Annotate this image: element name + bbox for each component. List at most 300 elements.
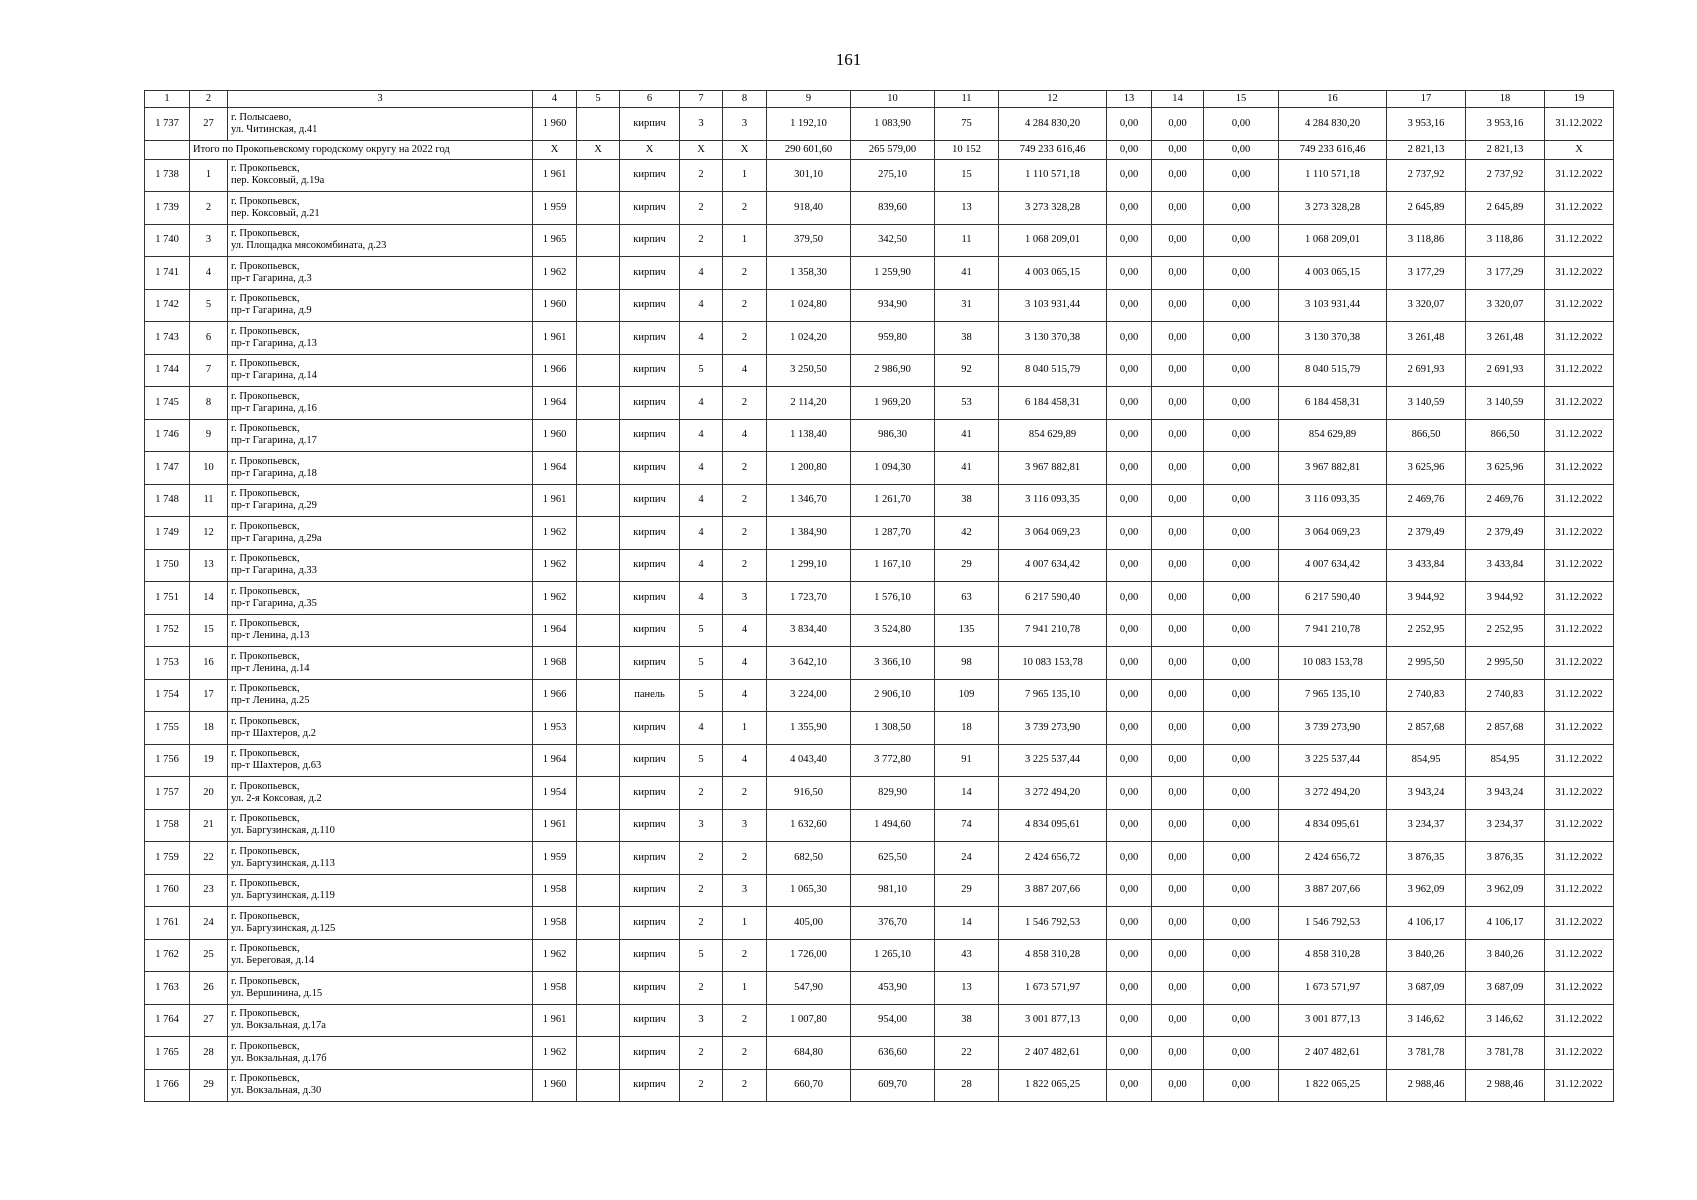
table-cell: 3 103 931,44: [1279, 289, 1387, 322]
table-cell: 2: [723, 192, 767, 225]
table-cell: 0,00: [1152, 192, 1204, 225]
table-cell: 24: [190, 907, 228, 940]
table-cell: 0,00: [1204, 1069, 1279, 1102]
table-cell: 3 887 207,66: [999, 874, 1107, 907]
table-cell: 7 941 210,78: [1279, 614, 1387, 647]
table-cell: кирпич: [620, 842, 680, 875]
table-cell: 0,00: [1204, 192, 1279, 225]
table-cell: 0,00: [1107, 1037, 1152, 1070]
table-cell: 14: [190, 582, 228, 615]
table-cell: г. Прокопьевск, пер. Коксовый, д.21: [228, 192, 533, 225]
table-cell: 0,00: [1152, 387, 1204, 420]
table-cell: 1 962: [533, 517, 577, 550]
table-row: [145, 939, 1614, 972]
table-cell: 4: [723, 679, 767, 712]
table-cell: 2 379,49: [1387, 517, 1466, 550]
table-cell: 4 284 830,20: [999, 108, 1107, 141]
table-cell: [577, 1069, 620, 1102]
table-cell: 0,00: [1107, 257, 1152, 290]
table-cell: 3: [723, 874, 767, 907]
table-cell: 636,60: [851, 1037, 935, 1070]
table-cell: 31.12.2022: [1545, 907, 1614, 940]
table-cell: 5: [680, 647, 723, 680]
table-cell: 0,00: [1152, 809, 1204, 842]
table-cell: 2 645,89: [1466, 192, 1545, 225]
table-cell: 2: [680, 159, 723, 192]
table-cell: 31.12.2022: [1545, 517, 1614, 550]
table-cell: [577, 777, 620, 810]
table-cell: 3 524,80: [851, 614, 935, 647]
table-cell: 31.12.2022: [1545, 549, 1614, 582]
table-cell: 1 958: [533, 874, 577, 907]
table-cell: 0,00: [1152, 842, 1204, 875]
table-cell: г. Прокопьевск, ул. Площадка мясокомбината, д.23: [228, 224, 533, 257]
table-cell: 1 726,00: [767, 939, 851, 972]
table-cell: 609,70: [851, 1069, 935, 1102]
table-cell: 3 781,78: [1387, 1037, 1466, 1070]
table-cell: 9: [767, 91, 851, 108]
table-cell: 1 261,70: [851, 484, 935, 517]
table-cell: 0,00: [1152, 972, 1204, 1005]
table-cell: 3: [723, 582, 767, 615]
table-cell: 1 966: [533, 679, 577, 712]
table-cell: 31.12.2022: [1545, 484, 1614, 517]
table-cell: 0,00: [1204, 614, 1279, 647]
table-cell: 26: [190, 972, 228, 1005]
table-cell: 14: [935, 907, 999, 940]
table-cell: 0,00: [1152, 354, 1204, 387]
table-cell: 2 469,76: [1387, 484, 1466, 517]
table-cell: 3 234,37: [1466, 809, 1545, 842]
table-cell: 14: [935, 777, 999, 810]
table-cell: кирпич: [620, 1004, 680, 1037]
table-cell: 1 958: [533, 907, 577, 940]
table-cell: 0,00: [1204, 712, 1279, 745]
table-cell: г. Прокопьевск, пр-т Гагарина, д.35: [228, 582, 533, 615]
table-cell: г. Прокопьевск, ул. Вершинина, д.15: [228, 972, 533, 1005]
table-cell: 3: [190, 224, 228, 257]
table-cell: 2 407 482,61: [1279, 1037, 1387, 1070]
table-cell: 17: [190, 679, 228, 712]
table-cell: г. Прокопьевск, пр-т Гагарина, д.29: [228, 484, 533, 517]
total-row: [145, 140, 1614, 159]
table-cell: 1 968: [533, 647, 577, 680]
table-cell: 0,00: [1204, 257, 1279, 290]
table-cell: г. Прокопьевск, ул. Вокзальная, д.30: [228, 1069, 533, 1102]
table-cell: кирпич: [620, 1069, 680, 1102]
table-cell: 0,00: [1204, 322, 1279, 355]
table-cell: 6: [190, 322, 228, 355]
table-cell: 2: [723, 452, 767, 485]
table-cell: 2 906,10: [851, 679, 935, 712]
table-cell: 31.12.2022: [1545, 647, 1614, 680]
table-cell: 1 962: [533, 1037, 577, 1070]
table-cell: 1 746: [145, 419, 190, 452]
table-cell: 2 857,68: [1387, 712, 1466, 745]
table-cell: 10: [190, 452, 228, 485]
table-cell: 2: [680, 907, 723, 940]
table-cell: 0,00: [1152, 744, 1204, 777]
table-cell: [577, 192, 620, 225]
total-label: Итого по Прокопьевскому городскому округу на 2022 год: [190, 140, 533, 159]
table-cell: 31: [935, 289, 999, 322]
table-cell: 11: [935, 91, 999, 108]
table-cell: 4: [680, 712, 723, 745]
table-cell: 2: [680, 874, 723, 907]
table-cell: 3 642,10: [767, 647, 851, 680]
table-cell: 19: [190, 744, 228, 777]
table-cell: 3 140,59: [1387, 387, 1466, 420]
table-cell: 3 953,16: [1387, 108, 1466, 141]
table-cell: 4 007 634,42: [1279, 549, 1387, 582]
table-cell: [577, 517, 620, 550]
table-cell: 1 764: [145, 1004, 190, 1037]
table-cell: 1 743: [145, 322, 190, 355]
table-cell: 4 106,17: [1387, 907, 1466, 940]
table-cell: 7: [680, 91, 723, 108]
table-cell: 27: [190, 108, 228, 141]
table-cell: 4 834 095,61: [1279, 809, 1387, 842]
table-cell: 4 106,17: [1466, 907, 1545, 940]
table-cell: [577, 419, 620, 452]
table-cell: 19: [1545, 91, 1614, 108]
table-cell: 0,00: [1107, 842, 1152, 875]
table-cell: 2 821,13: [1466, 140, 1545, 159]
table-cell: кирпич: [620, 289, 680, 322]
table-cell: 1 287,70: [851, 517, 935, 550]
table-cell: 31.12.2022: [1545, 712, 1614, 745]
table-cell: 0,00: [1204, 1037, 1279, 1070]
column-number-row: [145, 91, 1614, 108]
table-cell: 2: [723, 1037, 767, 1070]
table-cell: кирпич: [620, 907, 680, 940]
table-cell: 1 138,40: [767, 419, 851, 452]
table-cell: 5: [680, 679, 723, 712]
table-cell: 1 964: [533, 452, 577, 485]
table-cell: 1: [723, 224, 767, 257]
table-cell: кирпич: [620, 387, 680, 420]
table-cell: 3 224,00: [767, 679, 851, 712]
table-cell: [577, 159, 620, 192]
table-cell: 1 632,60: [767, 809, 851, 842]
table-cell: 7 965 135,10: [999, 679, 1107, 712]
table-cell: 2: [680, 777, 723, 810]
table-cell: 0,00: [1107, 874, 1152, 907]
table-cell: 3 433,84: [1466, 549, 1545, 582]
table-cell: 8: [723, 91, 767, 108]
table-cell: 866,50: [1387, 419, 1466, 452]
table-cell: [577, 1004, 620, 1037]
table-cell: 0,00: [1152, 614, 1204, 647]
table-row: [145, 224, 1614, 257]
table-cell: 5: [190, 289, 228, 322]
table-cell: 2: [680, 224, 723, 257]
table-cell: 1 754: [145, 679, 190, 712]
table-cell: 13: [935, 192, 999, 225]
table-cell: 1: [145, 91, 190, 108]
table-cell: 4 834 095,61: [999, 809, 1107, 842]
table-cell: 8 040 515,79: [1279, 354, 1387, 387]
table-cell: 4: [680, 322, 723, 355]
table-cell: г. Прокопьевск, ул. 2-я Коксовая, д.2: [228, 777, 533, 810]
table-row: [145, 679, 1614, 712]
table-cell: 6 217 590,40: [999, 582, 1107, 615]
table-cell: 1 546 792,53: [1279, 907, 1387, 940]
table-cell: 290 601,60: [767, 140, 851, 159]
table-cell: 0,00: [1152, 108, 1204, 141]
table-cell: 1 110 571,18: [999, 159, 1107, 192]
table-cell: 0,00: [1204, 517, 1279, 550]
table-cell: 14: [1152, 91, 1204, 108]
table-cell: 0,00: [1152, 484, 1204, 517]
table-cell: 11: [190, 484, 228, 517]
page-number: 161: [835, 50, 862, 69]
table-cell: 0,00: [1107, 744, 1152, 777]
table-cell: 1: [723, 972, 767, 1005]
table-cell: 3 225 537,44: [1279, 744, 1387, 777]
table-cell: 31.12.2022: [1545, 874, 1614, 907]
table-cell: 3 146,62: [1466, 1004, 1545, 1037]
table-body: [145, 91, 1614, 1102]
table-row: [145, 647, 1614, 680]
table-row: [145, 614, 1614, 647]
table-cell: 16: [190, 647, 228, 680]
table-cell: 1 748: [145, 484, 190, 517]
table-cell: 3 118,86: [1466, 224, 1545, 257]
table-cell: 0,00: [1204, 549, 1279, 582]
table-cell: [577, 679, 620, 712]
table-cell: 0,00: [1152, 1037, 1204, 1070]
table-cell: 0,00: [1152, 257, 1204, 290]
table-cell: 3 001 877,13: [1279, 1004, 1387, 1037]
table-cell: 0,00: [1204, 777, 1279, 810]
table-cell: 3 064 069,23: [999, 517, 1107, 550]
table-cell: 3 225 537,44: [999, 744, 1107, 777]
table-cell: 1 766: [145, 1069, 190, 1102]
table-cell: X: [533, 140, 577, 159]
table-cell: 4: [723, 744, 767, 777]
table-cell: г. Прокопьевск, пр-т Гагарина, д.16: [228, 387, 533, 420]
table-cell: 2: [723, 517, 767, 550]
table-cell: 1 758: [145, 809, 190, 842]
table-row: [145, 842, 1614, 875]
table-cell: 1 964: [533, 744, 577, 777]
table-cell: 0,00: [1107, 712, 1152, 745]
table-cell: X: [620, 140, 680, 159]
table-row: [145, 452, 1614, 485]
table-cell: 3 272 494,20: [1279, 777, 1387, 810]
table-cell: [577, 874, 620, 907]
table-cell: 1 355,90: [767, 712, 851, 745]
table-cell: 5: [680, 744, 723, 777]
table-cell: 265 579,00: [851, 140, 935, 159]
table-cell: [577, 614, 620, 647]
table-cell: 31.12.2022: [1545, 108, 1614, 141]
table-cell: 2: [680, 972, 723, 1005]
table-cell: 0,00: [1107, 777, 1152, 810]
table-cell: 3 876,35: [1387, 842, 1466, 875]
table-cell: 1 007,80: [767, 1004, 851, 1037]
table-cell: кирпич: [620, 874, 680, 907]
table-cell: 866,50: [1466, 419, 1545, 452]
table-cell: [577, 712, 620, 745]
table-cell: 3: [723, 108, 767, 141]
table-cell: 31.12.2022: [1545, 159, 1614, 192]
table-cell: 31.12.2022: [1545, 972, 1614, 1005]
table-cell: 0,00: [1204, 452, 1279, 485]
table-cell: кирпич: [620, 419, 680, 452]
table-cell: 0,00: [1204, 972, 1279, 1005]
table-cell: 1 065,30: [767, 874, 851, 907]
table-cell: 3 433,84: [1387, 549, 1466, 582]
table-cell: 29: [935, 874, 999, 907]
table-cell: кирпич: [620, 582, 680, 615]
table-row: [145, 322, 1614, 355]
table-cell: 453,90: [851, 972, 935, 1005]
table-cell: 0,00: [1107, 1004, 1152, 1037]
table-cell: 1 167,10: [851, 549, 935, 582]
table-cell: кирпич: [620, 484, 680, 517]
table-cell: 18: [935, 712, 999, 745]
table-cell: 4: [533, 91, 577, 108]
table-cell: 1 966: [533, 354, 577, 387]
table-cell: 41: [935, 419, 999, 452]
table-cell: 2: [680, 1069, 723, 1102]
table-cell: 4: [680, 582, 723, 615]
table-cell: 91: [935, 744, 999, 777]
table-cell: 2: [680, 1037, 723, 1070]
table-cell: 3: [680, 1004, 723, 1037]
table-cell: 4: [680, 289, 723, 322]
table-cell: 9: [190, 419, 228, 452]
table-cell: 4: [680, 387, 723, 420]
table-row: [145, 159, 1614, 192]
table-cell: г. Прокопьевск, пр-т Гагарина, д.18: [228, 452, 533, 485]
table-cell: 1 110 571,18: [1279, 159, 1387, 192]
table-cell: 41: [935, 452, 999, 485]
table-cell: [577, 289, 620, 322]
table-cell: 2: [723, 549, 767, 582]
table-cell: 4: [723, 419, 767, 452]
table-cell: 3 140,59: [1466, 387, 1545, 420]
table-cell: 22: [190, 842, 228, 875]
table-cell: 0,00: [1107, 452, 1152, 485]
table-cell: 1 741: [145, 257, 190, 290]
table-cell: [577, 108, 620, 141]
table-cell: 3 064 069,23: [1279, 517, 1387, 550]
table-cell: 2 469,76: [1466, 484, 1545, 517]
table-cell: 1 765: [145, 1037, 190, 1070]
table-cell: 74: [935, 809, 999, 842]
table-cell: 1 958: [533, 972, 577, 1005]
table-cell: 682,50: [767, 842, 851, 875]
table-cell: 6 184 458,31: [999, 387, 1107, 420]
table-cell: 25: [190, 939, 228, 972]
table-cell: 2 857,68: [1466, 712, 1545, 745]
table-cell: г. Прокопьевск, пр-т Гагарина, д.13: [228, 322, 533, 355]
table-cell: 0,00: [1204, 874, 1279, 907]
table-cell: 31.12.2022: [1545, 1037, 1614, 1070]
table-cell: 16: [1279, 91, 1387, 108]
table-cell: 1 962: [533, 939, 577, 972]
table-cell: [577, 907, 620, 940]
table-row: [145, 972, 1614, 1005]
table-cell: 3: [680, 809, 723, 842]
table-cell: 0,00: [1107, 679, 1152, 712]
table-cell: 31.12.2022: [1545, 842, 1614, 875]
table-row: [145, 257, 1614, 290]
table-cell: 3 834,40: [767, 614, 851, 647]
table-cell: 1 751: [145, 582, 190, 615]
table-cell: кирпич: [620, 939, 680, 972]
table-cell: [577, 257, 620, 290]
table-cell: 0,00: [1204, 140, 1279, 159]
table-cell: 4: [723, 647, 767, 680]
table-cell: 6: [620, 91, 680, 108]
table-cell: 2 988,46: [1466, 1069, 1545, 1102]
table-row: [145, 517, 1614, 550]
table-cell: 1 265,10: [851, 939, 935, 972]
table-cell: 3 273 328,28: [1279, 192, 1387, 225]
table-cell: г. Прокопьевск, пр-т Гагарина, д.14: [228, 354, 533, 387]
table-cell: 28: [190, 1037, 228, 1070]
table-cell: 1 384,90: [767, 517, 851, 550]
table-cell: 0,00: [1107, 549, 1152, 582]
table-cell: 1 961: [533, 1004, 577, 1037]
table-cell: 0,00: [1107, 484, 1152, 517]
table-cell: 2 252,95: [1387, 614, 1466, 647]
table-cell: 15: [190, 614, 228, 647]
table-cell: 3: [680, 108, 723, 141]
table-cell: 0,00: [1107, 322, 1152, 355]
table-cell: г. Прокопьевск, ул. Береговая, д.14: [228, 939, 533, 972]
table-cell: 3 366,10: [851, 647, 935, 680]
table-cell: 31.12.2022: [1545, 939, 1614, 972]
table-cell: 1: [723, 712, 767, 745]
table-cell: X: [1545, 140, 1614, 159]
table-cell: 1 673 571,97: [1279, 972, 1387, 1005]
table-cell: 0,00: [1152, 1069, 1204, 1102]
table-cell: 3 625,96: [1466, 452, 1545, 485]
table-cell: 31.12.2022: [1545, 744, 1614, 777]
table-cell: 1 299,10: [767, 549, 851, 582]
table-cell: 3 943,24: [1387, 777, 1466, 810]
table-cell: [577, 484, 620, 517]
table-cell: 31.12.2022: [1545, 452, 1614, 485]
table-cell: 31.12.2022: [1545, 419, 1614, 452]
table-cell: 31.12.2022: [1545, 192, 1614, 225]
table-cell: г. Прокопьевск, пр-т Гагарина, д.29а: [228, 517, 533, 550]
table-cell: [577, 939, 620, 972]
table-row: [145, 549, 1614, 582]
table-cell: 7: [190, 354, 228, 387]
table-cell: 0,00: [1152, 224, 1204, 257]
table-cell: 21: [190, 809, 228, 842]
table-cell: 954,00: [851, 1004, 935, 1037]
table-cell: 4 858 310,28: [999, 939, 1107, 972]
table-cell: 0,00: [1152, 679, 1204, 712]
table-cell: 1 962: [533, 549, 577, 582]
table-cell: г. Прокопьевск, пр-т Ленина, д.25: [228, 679, 533, 712]
table-cell: 1 494,60: [851, 809, 935, 842]
table-cell: 1 959: [533, 842, 577, 875]
table-cell: 3 177,29: [1466, 257, 1545, 290]
table-row: [145, 582, 1614, 615]
table-cell: 0,00: [1107, 419, 1152, 452]
table-cell: 2: [723, 939, 767, 972]
table-cell: 4 858 310,28: [1279, 939, 1387, 972]
table-cell: [577, 582, 620, 615]
